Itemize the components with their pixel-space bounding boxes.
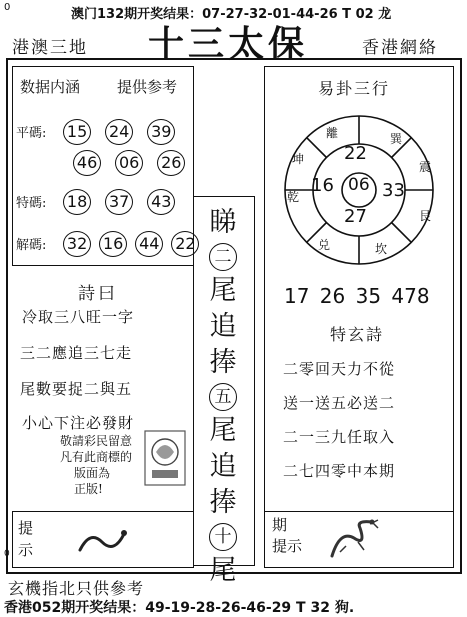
column-circled-char: 二 xyxy=(209,243,237,271)
trigram-label: 乾 xyxy=(287,190,300,204)
right-hint-label xyxy=(272,515,302,557)
number-ball: 26 xyxy=(157,150,185,176)
macau-result-line: 澳门132期开奖结果：07-27-32-01-44-26 T 02 龙 xyxy=(71,7,392,22)
special-poem-title: 特玄詩 xyxy=(330,325,385,344)
number-ball: 43 xyxy=(147,189,175,215)
number-ball: 37 xyxy=(105,189,133,215)
trigram-label: 坎 xyxy=(375,242,388,256)
column-char: 捧 xyxy=(209,487,237,518)
bagua-title: 易卦三行 xyxy=(318,79,391,98)
row-label: 平碼: xyxy=(16,126,47,141)
bagua-top-number: 22 xyxy=(344,143,367,164)
corner-mark: 0 xyxy=(4,549,10,559)
trademark-notice xyxy=(60,433,132,497)
dragon-icon xyxy=(326,516,384,564)
footer-note: 玄機指北只供參考 xyxy=(8,579,145,598)
bagua-bottom-number: 27 xyxy=(344,206,367,227)
corner-mark: 0 xyxy=(4,2,11,13)
data-box-heading-a: 数据内涵 xyxy=(20,78,81,96)
column-char: 尾 xyxy=(209,415,237,446)
number-ball: 18 xyxy=(63,189,91,215)
trigram-label: 離 xyxy=(326,126,339,140)
notice-line: 凡有此商標的 xyxy=(60,450,133,464)
flat-code-row-2 xyxy=(16,150,185,176)
special-poem-line: 二一三九任取入 xyxy=(283,428,396,446)
trigram-label: 震 xyxy=(419,160,432,174)
column-char: 追 xyxy=(209,311,237,342)
number-ball: 16 xyxy=(99,231,127,257)
number-ball: 32 xyxy=(63,231,91,257)
poem-line: 冷取三八旺一字 xyxy=(22,308,135,326)
trademark-logo-icon xyxy=(142,428,188,488)
trigram-label: 巽 xyxy=(390,132,403,146)
special-poem-line: 二零回天力不從 xyxy=(283,360,396,378)
snake-icon xyxy=(74,524,130,558)
row-label: 解碼: xyxy=(16,238,47,253)
number-ball: 46 xyxy=(73,150,101,176)
hint-char: 示 xyxy=(18,541,34,559)
column-circled-char: 十 xyxy=(209,523,237,551)
hint-char: 提 xyxy=(18,519,34,537)
hint-char: 期 xyxy=(272,516,288,534)
header-right-text: 香港網絡 xyxy=(362,38,438,58)
column-char: 尾 xyxy=(209,275,237,306)
trigram-label: 坤 xyxy=(292,152,305,166)
poem-title: 詩曰 xyxy=(78,284,118,304)
bagua-right-number: 33 xyxy=(382,180,405,201)
special-poem-line: 二七四零中本期 xyxy=(283,462,396,480)
special-code-row xyxy=(16,189,175,215)
special-numbers: 17 26 35 478 xyxy=(284,284,430,308)
number-ball: 44 xyxy=(135,231,163,257)
trigram-label: 艮 xyxy=(419,209,432,223)
number-ball: 39 xyxy=(147,119,175,145)
bagua-left-number: 16 xyxy=(311,175,334,196)
column-char: 追 xyxy=(209,451,237,482)
hint-char: 提示 xyxy=(272,537,303,555)
middle-column xyxy=(195,205,251,589)
data-box-heading-b: 提供参考 xyxy=(117,78,178,96)
poem-line: 小心下注必發財 xyxy=(22,414,135,432)
column-circled-char: 五 xyxy=(209,383,237,411)
number-ball: 06 xyxy=(115,150,143,176)
decode-row xyxy=(16,231,199,257)
hongkong-result-line: 香港052期开奖结果：49-19-28-26-46-29 T 32 狗. xyxy=(4,600,355,616)
trigram-label: 兑 xyxy=(318,238,331,252)
notice-line: 版面為 xyxy=(74,466,111,480)
header-left-text: 港澳三地 xyxy=(12,38,88,58)
bagua-center-number: 06 xyxy=(348,175,370,195)
number-ball: 24 xyxy=(105,119,133,145)
flat-code-row-1 xyxy=(16,119,175,145)
left-hint-label xyxy=(18,517,33,561)
poem-line: 尾數要捉二與五 xyxy=(20,380,133,398)
poem-line: 三二應追三七走 xyxy=(20,344,133,362)
number-ball: 22 xyxy=(171,231,199,257)
column-char: 睇 xyxy=(209,207,237,238)
page-title: 十三太保 xyxy=(148,23,309,65)
notice-line: 正版! xyxy=(74,482,103,496)
column-char: 捧 xyxy=(209,347,237,378)
notice-line: 敬請彩民留意 xyxy=(60,434,133,448)
column-char: 尾 xyxy=(209,555,237,586)
number-ball: 15 xyxy=(63,119,91,145)
special-poem-line: 送一送五必送二 xyxy=(283,394,396,412)
row-label: 特碼: xyxy=(16,196,47,211)
